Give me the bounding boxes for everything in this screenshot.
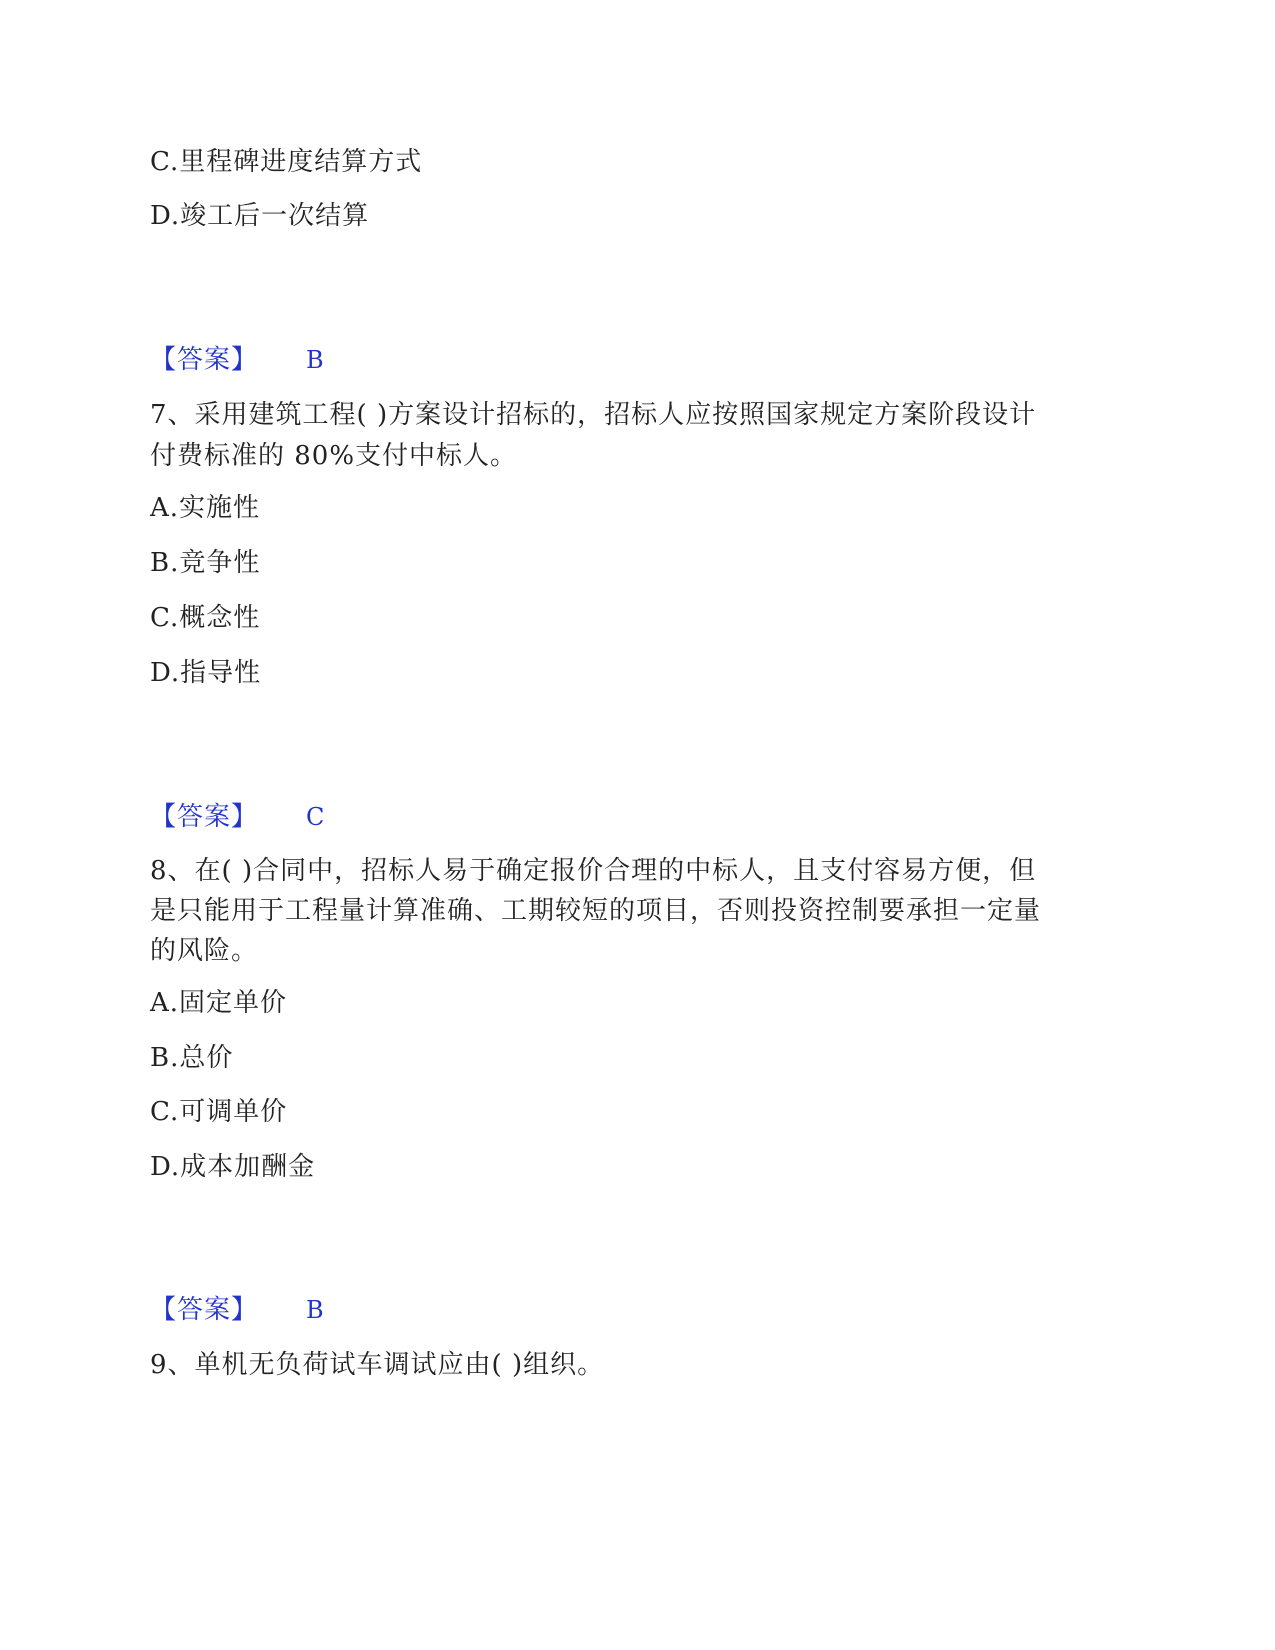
q7-stem-line1: 7、采用建筑工程( )方案设计招标的，招标人应按照国家规定方案阶段设计 [150,400,1037,430]
answer-value: C [306,803,325,831]
q6-option-c: C.里程碑进度结算方式 [150,147,423,177]
q8-option-c: C.可调单价 [150,1097,288,1127]
q8-stem-line2: 是只能用于工程量计算准确、工期较短的项目，否则投资控制要承担一定量 [150,896,1042,926]
answer-tag: 【答案】 [150,802,259,832]
q6-answer [150,340,324,380]
q7-stem-line2: 付费标准的 80%支付中标人。 [150,441,518,471]
answer-tag: 【答案】 [150,1295,259,1325]
answer-value: B [306,1296,324,1324]
q7-option-c: C.概念性 [150,603,261,633]
q6-option-d: D.竣工后一次结算 [150,201,370,231]
q8-stem-line3: 的风险。 [150,936,259,966]
q7-option-a: A.实施性 [150,493,261,523]
q7-answer [150,797,324,837]
q8-option-a: A.固定单价 [150,988,288,1018]
q7-option-b: B.竞争性 [150,548,261,578]
answer-tag: 【答案】 [150,345,259,375]
answer-value: B [306,346,324,374]
q8-option-d: D.成本加酬金 [150,1152,316,1182]
q8-answer [150,1290,324,1330]
q8-option-b: B.总价 [150,1043,234,1073]
q8-stem-line1: 8、在( )合同中，招标人易于确定报价合理的中标人，且支付容易方便，但 [150,856,1037,886]
q7-option-d: D.指导性 [150,658,262,688]
q9-stem-line1: 9、单机无负荷试车调试应由( )组织。 [150,1350,605,1380]
